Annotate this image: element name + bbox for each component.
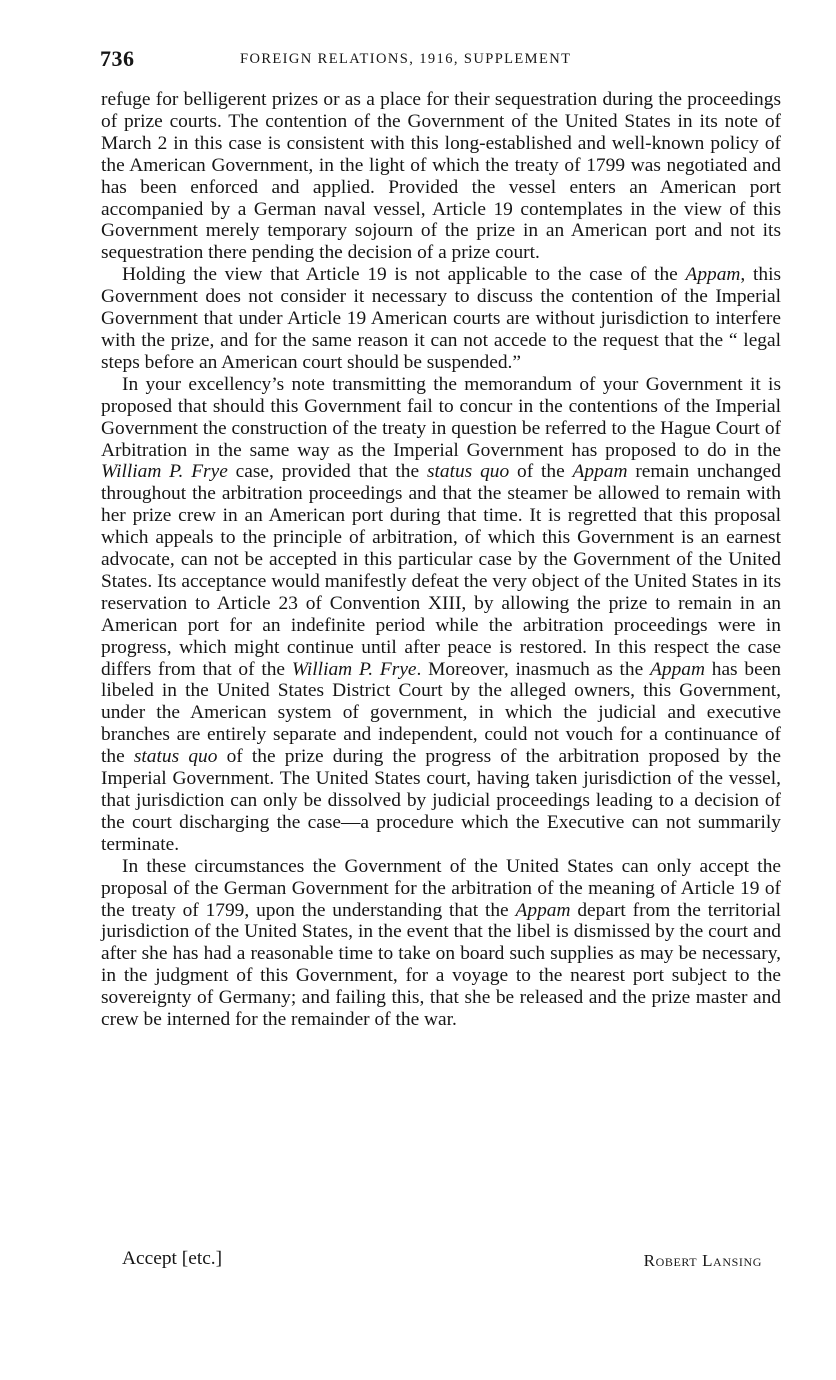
italic-text-run: Appam	[515, 899, 571, 921]
running-head: FOREIGN RELATIONS, 1916, SUPPLEMENT	[240, 51, 572, 67]
text-run: Holding the view that Article 19 is not applicable to the case of the	[122, 264, 686, 286]
page-header	[100, 46, 780, 76]
text-run: has been libeled in the United States District Court by the alleged owners, this Government, under the American system of government, in which the judicial and executive branches are entirely separate and independent, could not vouch for a continuance of the	[101, 658, 781, 768]
paragraph-1	[101, 89, 781, 264]
paragraph-3	[101, 374, 781, 856]
italic-text-run: Appam	[572, 461, 628, 483]
italic-text-run: William P. Frye	[291, 658, 417, 680]
text-run: , this Government does not consider it necessary to discuss the contention of the Imperial Government that under Article 19 American courts are without jurisdiction to interfere with the prize, and for the same reason it can not accede to the request that the “ legal steps before an American court should be suspended.”	[101, 264, 781, 373]
text-run: remain unchanged throughout the arbitration proceedings and that the steamer be allowed to remain with her prize crew in an American port during that time. It is regretted that this proposal which appeals to the principle of arbitration, of which this Government is an earnest advocate, can not be accepted in this particular case by the Government of the United States. Its acceptance would manifestly defeat the very object of the United States in its reservation to Article 23 of Convention XIII, by allowing the prize to remain in an American port for an indefinite period while the arbitration proceedings were in progress, which might continue until after peace is restored. In this respect the case differs from that of the	[101, 461, 781, 680]
text-run: of the	[509, 461, 573, 483]
signature: Robert Lansing	[643, 1251, 762, 1270]
body-text	[101, 89, 781, 1031]
italic-text-run: Appam	[685, 264, 741, 286]
text-run: depart from the territorial jurisdiction of the United States, in the event that the libel is dismissed by the court and after she has had a reasonable time to take on board such supplies as may be necessary, in the judgment of this Government, for a voyage to the nearest port subject to the sovereignty of Germany; and failing this, that she be released and the prize master and crew be interned for the remainder of the war.	[101, 899, 781, 1031]
paragraph-4	[101, 856, 781, 1031]
text-run: case, provided that the	[227, 461, 427, 483]
text-run: . Moreover, inasmuch as the	[416, 658, 651, 680]
text-run: In these circumstances the Government of the United States can only accept the proposal of the German Government for the arbitration of the meaning of Article 19 of the treaty of 1799, upon the understanding that the	[101, 855, 781, 921]
complimentary-close: Accept [etc.]	[122, 1248, 223, 1269]
text-run: In your excellency’s note transmitting the memorandum of your Government it is proposed that should this Government fail to concur in the contentions of the Imperial Government the construction of the treaty in question be referred to the Hague Court of Arbitration in the same way as the Imperial Government has proposed to do in the	[101, 373, 781, 461]
text-run: refuge for belligerent prizes or as a place for their sequestration during the proceedings of prize courts. The contention of the Government of the United States in its note of March 2 in this case is consistent with this long-established and well-known policy of the American Government, in the light of which the treaty of 1799 was negotiated and has been enforced and applied. Provided the vessel enters an American port accompanied by a German naval vessel, Article 19 contemplates in the view of this Government merely temporary sojourn of the prize in an American port and not its sequestration there pending the decision of a prize court.	[101, 89, 781, 264]
italic-text-run: status quo	[426, 461, 510, 483]
italic-text-run: Appam	[650, 658, 705, 680]
italic-text-run: William P. Frye	[101, 461, 228, 483]
text-run: of the prize during the progress of the arbitration proposed by the Imperial Government. The United States court, having taken jurisdiction of the vessel, that jurisdiction can only be dissolved by judicial proceedings leading to a decision of the court discharging the case—a procedure which the Executive can not summarily terminate.	[101, 746, 781, 855]
italic-text-run: status quo	[133, 746, 218, 768]
paragraph-2	[101, 264, 781, 374]
page-number: 736	[100, 46, 135, 71]
